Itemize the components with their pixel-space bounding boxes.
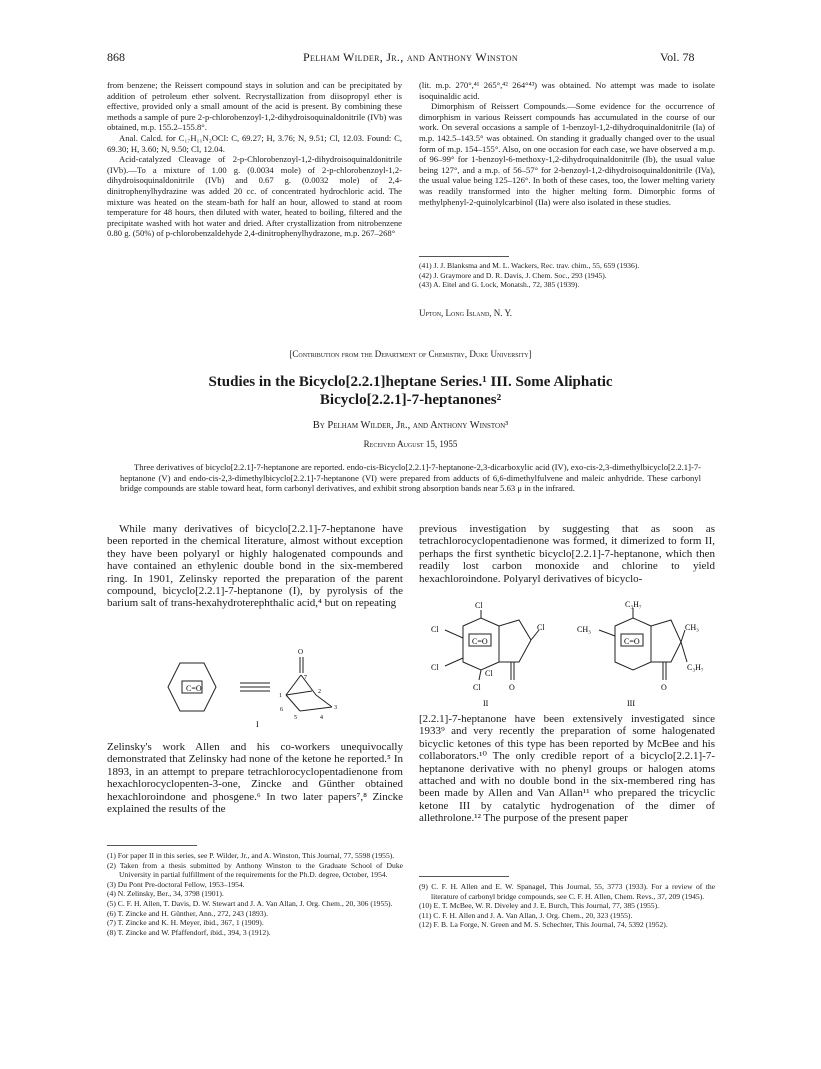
atom-number: 7 <box>304 675 307 681</box>
abstract-text: Three derivatives of bicyclo[2.2.1]-7-heptanone are reported. endo-cis-Bicyclo[2.2.1]-7-heptanone-2,3-dicarboxylic acid (IV), exo-cis-2,3-dimethylbicyclo[2.2.1]-7-heptanone (V) and endo-cis-2,3-dimethylbicyclo[2.2.1]-7-heptanone (VI) were prepared from adducts of 6,6-dimethylfulvene and maleic anhydride. These carbonyl bridge compounds are stable toward heat, form carbonyl derivatives, and exhibit strong absorption bands near 5.63 μ in the infrared. <box>120 462 701 494</box>
paragraph: from benzene; the Reissert compound stays in solution and can be precipitated by addition of petroleum ether solvent. Recrystallization from diisopropyl ether is effective, provided only a small amount of the acid is present. By combining these methods a sample of pure 2-p-chlorobenzoyl-1,2-dihydroisoquinaldonitrile (IVb) was obtained, m.p. 155.2–155.8°. <box>107 80 402 133</box>
substituent-label: C₃H₇ <box>625 600 642 609</box>
structures-II-III <box>419 600 715 712</box>
article-title <box>150 373 671 409</box>
footnote: (7) T. Zincke and K. H. Meyer, ibid., 367, 1 (1909). <box>107 918 264 928</box>
co-label: C=O <box>624 637 640 646</box>
prev-article-right-column <box>419 80 715 207</box>
volume-label: Vol. 78 <box>660 50 695 64</box>
compound-label-II: II <box>483 699 489 708</box>
paragraph: (lit. m.p. 270°,⁴¹ 265°,⁴² 264°⁴³) was obtained. No attempt was made to isolate isoquinaldic acid. <box>419 80 715 101</box>
footnote: (12) F. B. La Forge, N. Green and M. S. Schechter, This Journal, 74, 5392 (1952). <box>419 920 668 930</box>
ring-II-right <box>499 620 531 662</box>
contribution-line: [Contribution from the Department of Chemistry, Duke University] <box>289 349 532 359</box>
cl-label: Cl <box>431 625 439 634</box>
footnote-rule <box>419 256 509 257</box>
oxygen-label: O <box>509 683 515 692</box>
footnote-rule <box>419 876 509 877</box>
footnote: (10) E. T. McBee, W. R. Diveley and J. E. Burch, This Journal, 77, 385 (1955). <box>419 901 660 911</box>
atom-number: 3 <box>334 705 337 711</box>
body-right-footnotes <box>419 882 715 930</box>
paragraph: [2.2.1]-7-heptanone have been extensively investigated since 1933⁹ and very recently the preparation of some halogenated bicyclic ketones of this type has been reported by McBee and his collaborators.¹⁰ The only credible report of a bicyclo[2.2.1]-7-heptanone derivative with no phenyl groups or halogen atoms attached and with no double bond in the six-membered ring has been made by Allen and Van Allan¹¹ who prepared the tricyclic ketone III by catalytic hydrogenation of the dimer of allethrolone.¹² The purpose of the present paper <box>419 713 715 825</box>
footnote: (6) T. Zincke and H. Günther, Ann., 272, 243 (1893). <box>107 908 268 918</box>
prev-article-left-column <box>107 80 402 239</box>
received-date: Received August 15, 1955 <box>363 439 458 449</box>
atom-number: 4 <box>320 715 323 721</box>
paragraph: Acid-catalyzed Cleavage of 2-p-Chlorobenzoyl-1,2-dihydroisoquinaldonitrile (IVb).—To a mixture of 1.00 g. (0.0034 mole) of 2-p-chlorobenzoyl-1,2-dihydroisoquinaldonitrile (IVb) and 0.67 g. (0.0032 mole) of 2,4-dinitrophenylhydrazine was added 20 cc. of concentrated hydrochloric acid. The mixture was heated on the steam-bath for half an hour, allowed to stand at room temperature for 48 hours, then diluted with water, heated to boiling, filtered and the precipitate washed with hot water and dried. After crystallization from nitrobenzene 0.80 g. (50%) of p-chlorobenzaldehyde 2,4-dinitrophenylhydrazone, m.p. 267–268° <box>107 154 402 239</box>
footnote: (42) J. Graymore and D. R. Davis, J. Chem. Soc., 293 (1945). <box>419 270 607 280</box>
title-line: Studies in the Bicyclo[2.2.1]heptane Series.¹ III. Some Aliphatic <box>208 374 613 390</box>
footnote: (9) C. F. H. Allen and E. W. Spanagel, This Journal, 55, 3773 (1933). For a review of the literature of carbonyl bridge compounds, see C. F. H. Allen, Chem. Revs., 37, 209 (1945). <box>419 882 715 901</box>
footnote: (2) Taken from a thesis submitted by Anthony Winston to the Graduate School of Duke University in partial fulfillment of the requirements for the Ph.D. degree, October, 1954. <box>107 860 403 880</box>
footnote-rule <box>107 845 197 846</box>
atom-number: 6 <box>280 707 283 713</box>
footnote: (4) N. Zelinsky, Ber., 34, 3798 (1901). <box>107 889 224 899</box>
co-label: C=O <box>472 637 488 646</box>
substituent-label: CH₃ <box>577 625 591 634</box>
footnote: (5) C. F. H. Allen, T. Davis, D. W. Stewart and J. A. Van Allan, J. Org. Chem., 20, 306 (1955). <box>107 898 393 908</box>
footnote: (11) C. F. H. Allen and J. A. Van Allan, J. Org. Chem., 20, 323 (1955). <box>419 910 633 920</box>
structure-I <box>160 645 380 735</box>
body-right-para2 <box>419 713 715 825</box>
paragraph: previous investigation by suggesting that as soon as tetrachlorocyclopentadienone was formed, it dimerized to form II, perhaps the first synthetic bicyclo[2.2.1]-7-heptanone, which then readily lost carbon monoxide and chlorine to yield hexachloroindone. Polyaryl derivatives of bicyclo- <box>419 523 715 585</box>
paragraph: While many derivatives of bicyclo[2.2.1]-7-heptanone have been reported in the chemical literature, almost without exception they have been polyaryl or highly halogenated compounds and have contained an ethylenic double bond in the six-membered ring. In 1901, Zelinsky reported the preparation of the parent compound, bicyclo[2.2.1]-7-heptanone (I), by pyrolysis of the barium salt of trans-hexahydroterephthalic acid,⁴ but on repeating <box>107 523 403 610</box>
atom-number: 1 <box>279 693 282 699</box>
substituent-label: C₃H₇ <box>687 663 704 672</box>
cl-label: Cl <box>485 669 493 678</box>
byline: By Pelham Wilder, Jr., and Anthony Winston³ <box>312 420 509 431</box>
footnote: (1) For paper II in this series, see P. Wilder, Jr., and A. Winston, This Journal, 77, 5598 (1955). <box>107 851 395 860</box>
paragraph: Anal. Calcd. for C₁₇H₁₁N₂OCl: C, 69.27; H, 3.76; N, 9.51; Cl, 12.03. Found: C, 69.30; H, 3.60; N, 9.50; Cl, 12.04. <box>107 132 402 154</box>
oxygen-label: O <box>298 648 304 656</box>
location-line: Upton, Long Island, N. Y. <box>419 308 513 318</box>
prev-article-footnotes <box>419 261 715 290</box>
page-number: 868 <box>107 50 125 64</box>
body-left-para1 <box>107 523 403 610</box>
running-header-authors: Pelham Wilder, Jr., and Anthony Winston <box>303 50 518 64</box>
oxygen-label: O <box>661 683 667 692</box>
footnote: (3) Du Pont Pre-doctoral Fellow, 1953–1954. <box>107 879 245 889</box>
cl-label: Cl <box>475 601 483 610</box>
body-left-para2 <box>107 741 403 815</box>
body-left-footnotes <box>107 851 403 937</box>
body-right-para1 <box>419 523 715 585</box>
title-line: Bicyclo[2.2.1]-7-heptanones² <box>319 392 502 408</box>
compound-label-III: III <box>627 699 635 708</box>
cl-label: Cl <box>537 623 545 632</box>
cl-label: Cl <box>431 663 439 672</box>
abstract <box>120 462 701 494</box>
cl-label: Cl <box>473 683 481 692</box>
ring-III-right <box>651 620 681 662</box>
co-label: C=O <box>186 684 202 693</box>
paragraph: Dimorphism of Reissert Compounds.—Some evidence for the occurrence of dimorphism in various Reissert compounds has accumulated in the course of our work. On several occasions a sample of 1-benzoyl-1,2-dihydroquinaldonitrile (Ia) of m.p. 142.5–143.5° was obtained. On standing it gradually changed over to the usual form of m.p. 154–155°. Also, on one occasion for each case, we have observed a m.p. of 96–99° for 1-benzoyl-6-methoxy-1,2-dihydroquinaldonitrile (Ib), the usual value being 127°, and a m.p. of 56–57° for 2-benzoyl-1,2-dihydroisoquinaldonitrile (IVa), the usual value being 125–126°. In both of these cases, too, the lower melting variety was readily transformed into the higher melting form. Dimorphic forms of methylphenyl-2-quinolylcarbinol (IIa) were also isolated in these studies. <box>419 101 715 207</box>
atom-number: 5 <box>294 715 297 721</box>
substituent-label: CH₃ <box>685 623 699 632</box>
footnote: (43) A. Eitel and G. Lock, Monatsh., 72, 385 (1939). <box>419 280 580 290</box>
footnote: (41) J. J. Blanksma and M. L. Wackers, Rec. trav. chim., 55, 659 (1936). <box>419 261 640 270</box>
paragraph: Zelinsky's work Allen and his co-workers unequivocally demonstrated that Zelinsky had none of the ketone he reported.⁵ In 1893, in an attempt to prepare tetrachlorocyclopentadienone from hexachlorocyclopenten-3-one, Zincke and Günther obtained hexachloroindone and phosgene.⁶ In two later papers⁷,⁸ Zincke explained the results of the <box>107 741 403 816</box>
compound-label-I: I <box>256 720 259 729</box>
footnote: (8) T. Zincke and W. Pfaffendorf, ibid., 394, 3 (1912). <box>107 927 271 937</box>
atom-number: 2 <box>318 689 321 695</box>
